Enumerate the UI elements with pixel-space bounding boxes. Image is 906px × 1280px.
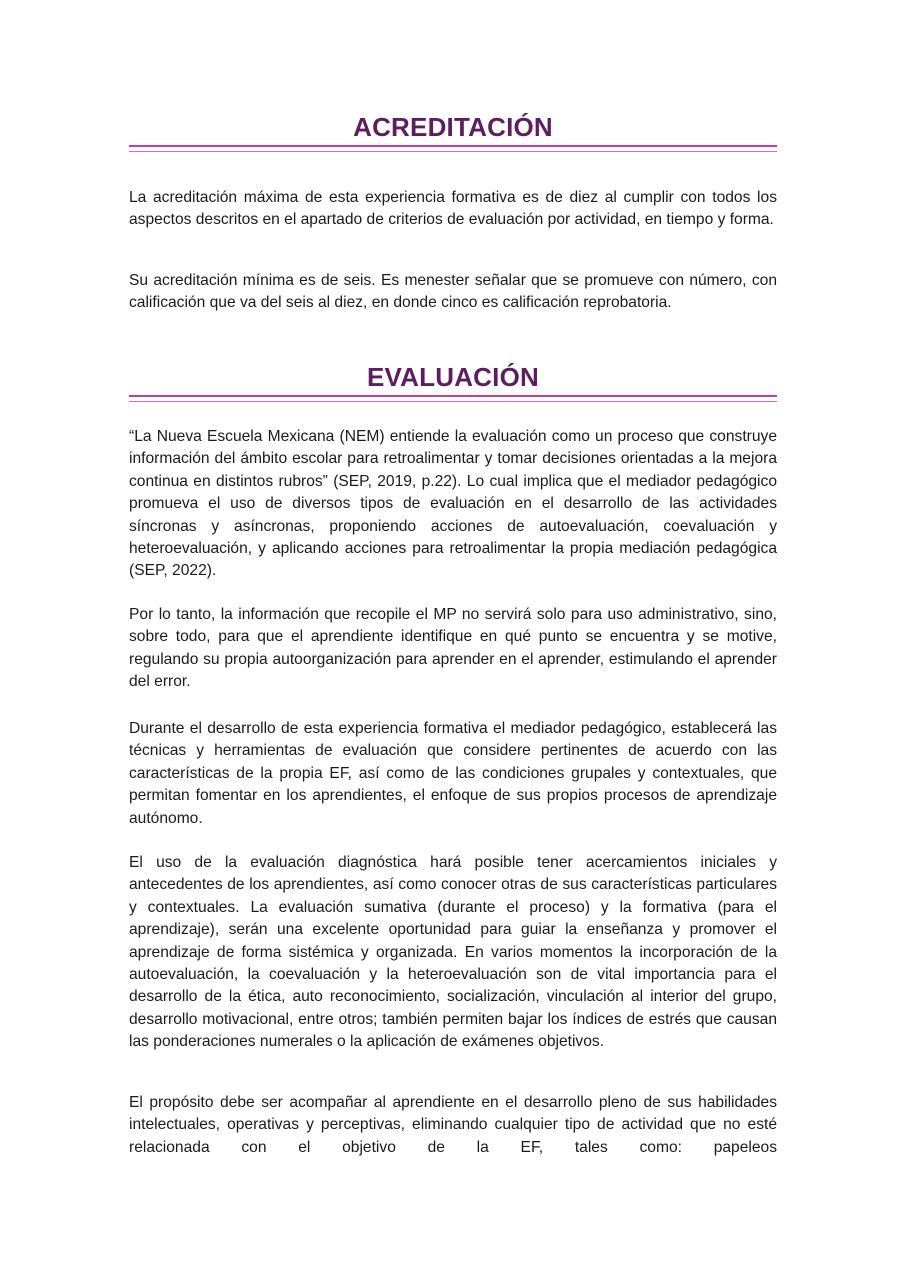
paragraph-evaluacion-tecnicas: Durante el desarrollo de esta experiencia formativa el mediador pedagógico, establecerá las técnicas y herramientas de evaluación que considere pertinentes de acuerdo con las características de la propia EF, así como de las condiciones grupales y contextuales, que permitan fomentar en los aprendientes, el enfoque de sus propios procesos de aprendizaje autónomo. [129, 720, 777, 827]
heading-rule-acreditacion [129, 145, 777, 152]
paragraph-evaluacion-diagnostica: El uso de la evaluación diagnóstica hará posible tener acercamientos iniciales y antecedentes de los aprendientes, así como conocer otras de sus características particulares y contextuales. La evaluación sumativa (durante el proceso) y la formativa (para el aprendizaje), serán una excelente oportunidad para guiar la enseñanza y promover el aprendizaje de forma sistémica y organizada. En varios momentos la incorporación de la autoevaluación, la coevaluación y la heteroevaluación son de vital importancia para el desarrollo de la ética, auto reconocimiento, socialización, vinculación al interior del grupo, desarrollo motivacional, entre otros; también permiten bajar los índices de estrés que causan las ponderaciones numerales o la aplicación de exámenes objetivos. [129, 854, 777, 1051]
paragraph-acreditacion-minima: Su acreditación mínima es de seis. Es menester señalar que se promueve con número, con calificación que va del seis al diez, en donde cinco es calificación reprobatoria. [129, 272, 777, 312]
paragraph-acreditacion-maxima: La acreditación máxima de esta experiencia formativa es de diez al cumplir con todos los aspectos descritos en el apartado de criterios de evaluación por actividad, en tiempo y forma. [129, 189, 777, 229]
heading-rule-evaluacion [129, 395, 777, 402]
paragraph-evaluacion-nem: “La Nueva Escuela Mexicana (NEM) entiende la evaluación como un proceso que construye información del ámbito escolar para retroalimentar y tomar decisiones orientadas a la mejora continua en distintos rubros” (SEP, 2019, p.22). Lo cual implica que el mediador pedagógico promueva el uso de diversos tipos de evaluación en el desarrollo de las actividades síncronas y asíncronas, proponiendo acciones de autoevaluación, coevaluación y heteroevaluación, y aplicando acciones para retroalimentar la propia mediación pedagógica (SEP, 2022). [129, 428, 777, 580]
paragraph-evaluacion-informacion-mp: Por lo tanto, la información que recopile el MP no servirá solo para uso administrativo, sino, sobre todo, para que el aprendiente identifique en qué punto se encuentra y se motive, regulando su propia autoorganización para aprender en el aprender, estimulando el aprender del error. [129, 606, 777, 691]
paragraph-evaluacion-proposito: El propósito debe ser acompañar al aprendiente en el desarrollo pleno de sus habilidades intelectuales, operativas y perceptivas, eliminando cualquier tipo de actividad que no esté relacionada con el objetivo de la EF, tales como: papeleos [129, 1094, 777, 1156]
heading-acreditacion: ACREDITACIÓN [353, 112, 553, 142]
heading-evaluacion: EVALUACIÓN [367, 362, 539, 392]
